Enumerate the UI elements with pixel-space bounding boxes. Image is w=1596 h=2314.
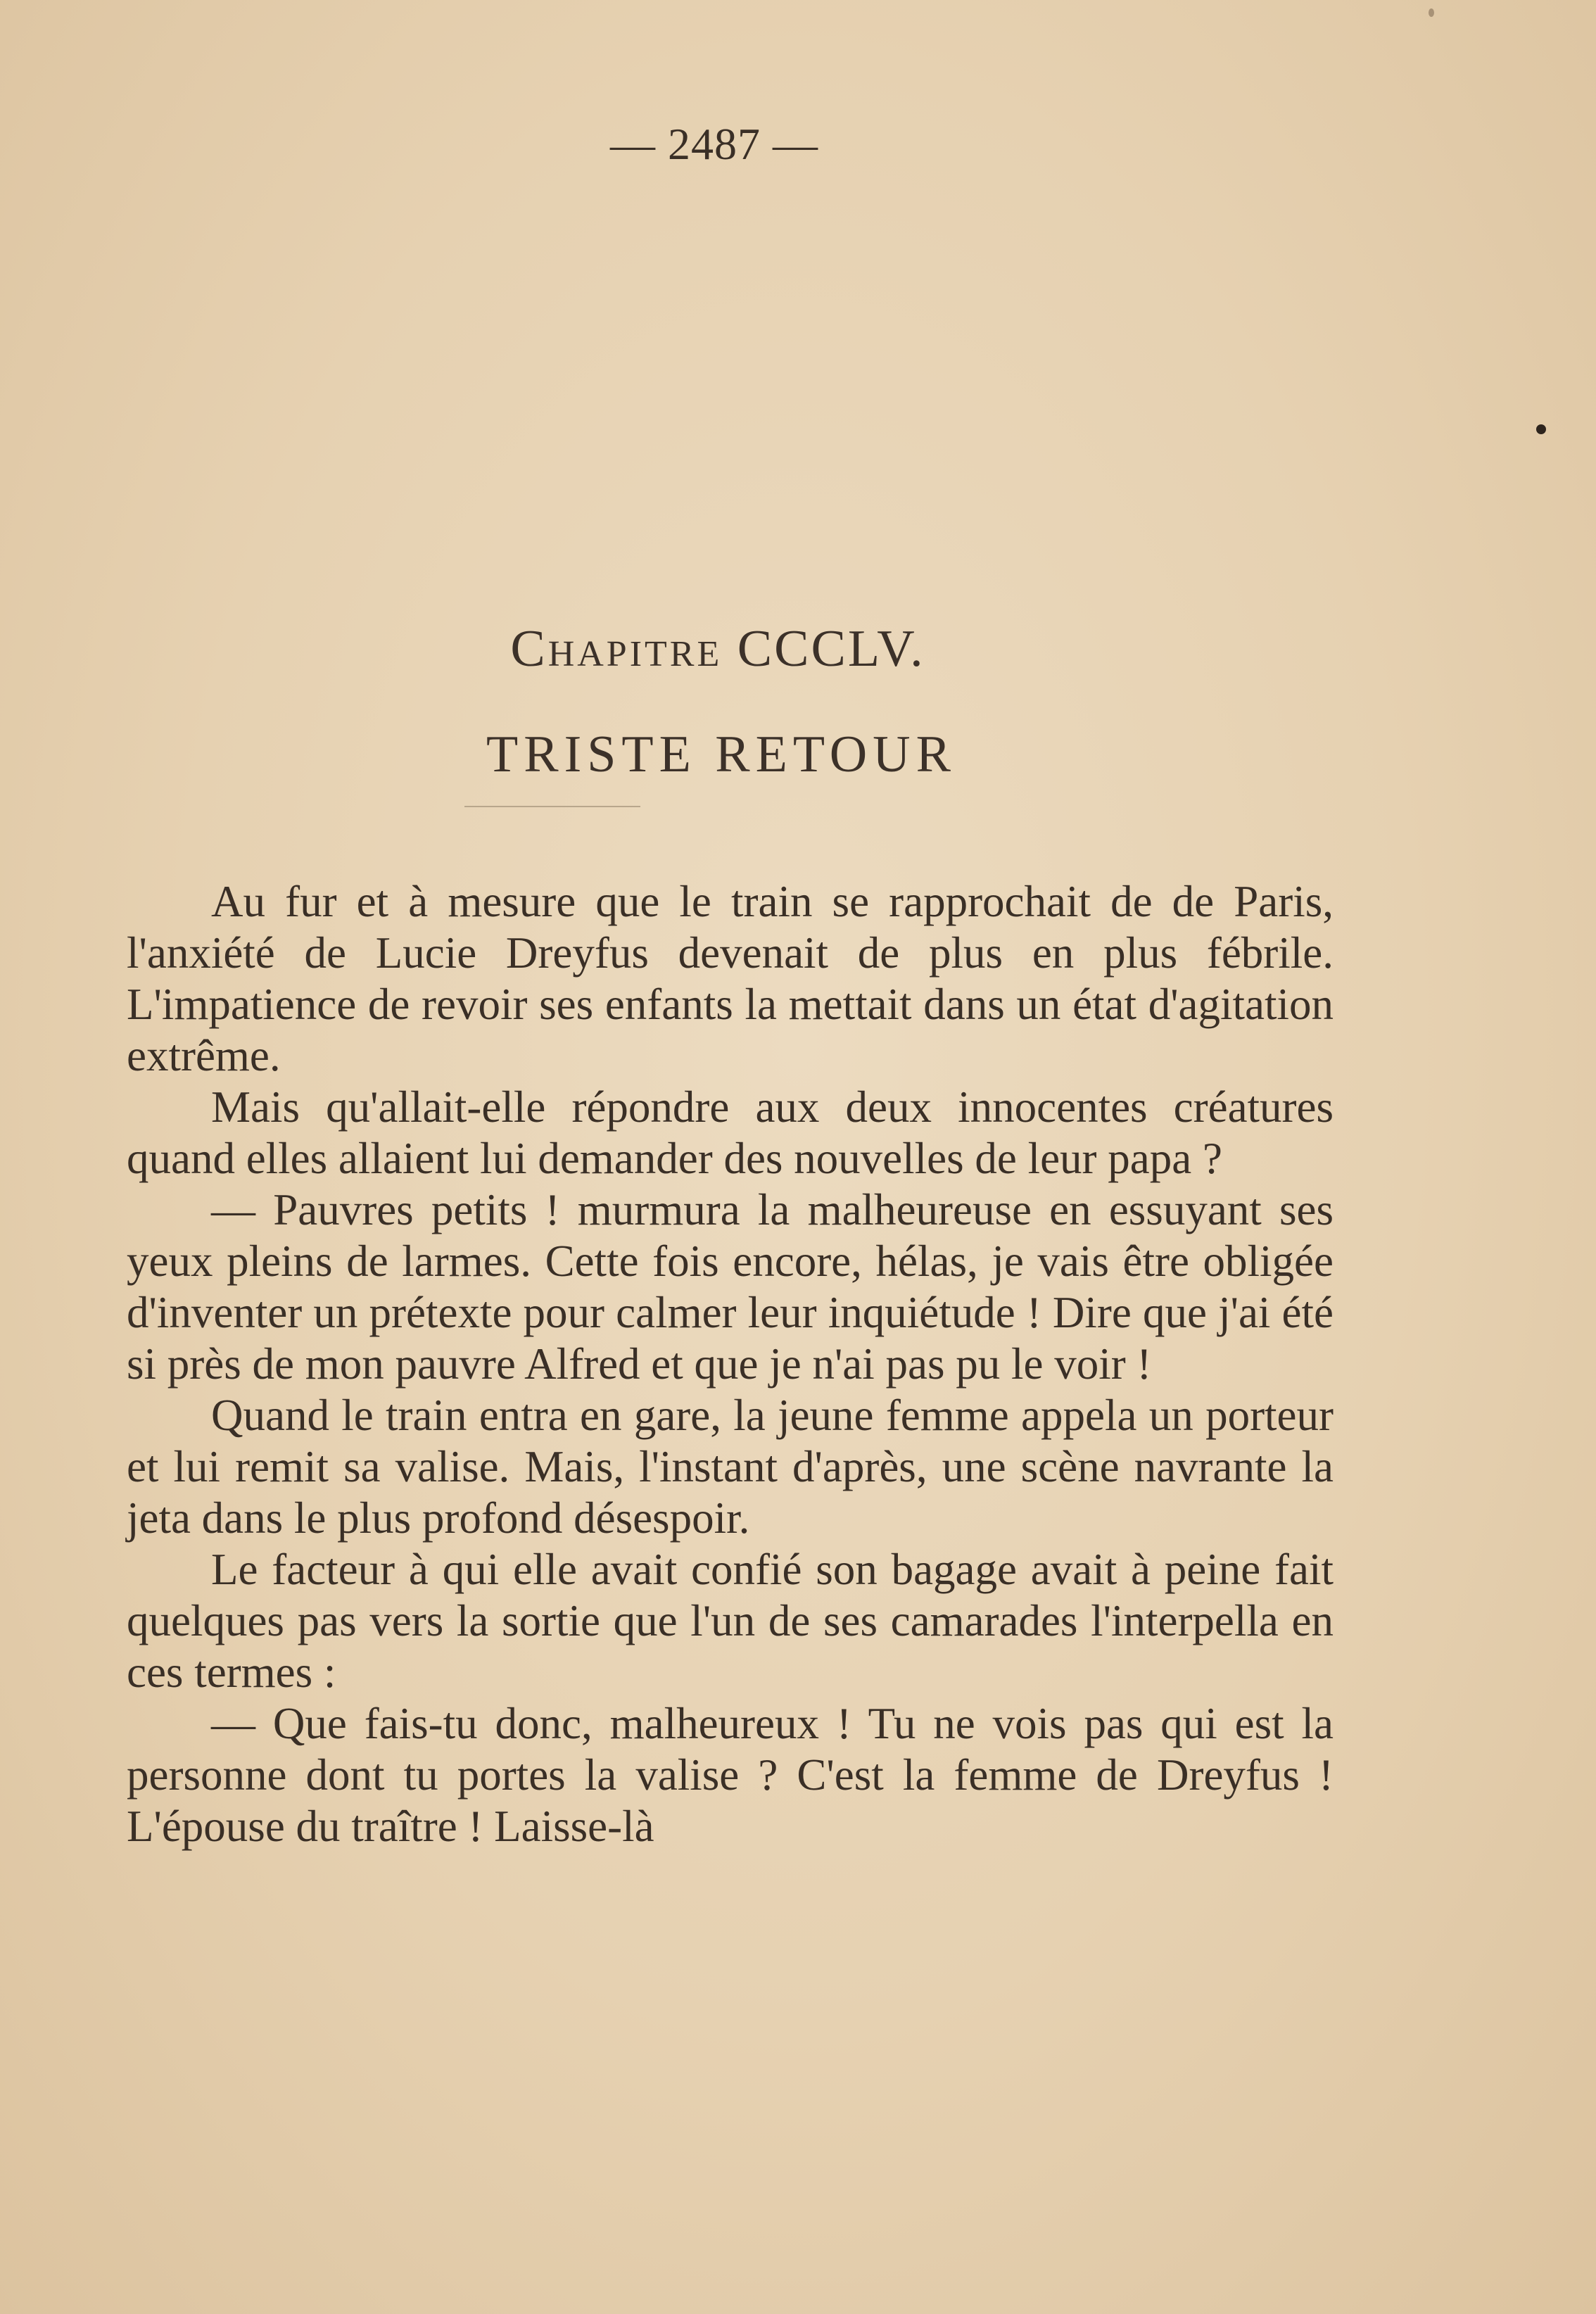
paper-speck (1536, 424, 1546, 434)
chapter-label: Chapitre (510, 620, 723, 678)
title-rule (464, 806, 640, 807)
chapter-title: TRISTE RETOUR (486, 726, 956, 783)
paragraph: Au fur et à mesure que le train se rapprochait de de Paris, l'anxiété de Lucie Dreyfus devenait de plus en plus fébrile. L'impatience de revoir ses enfants la mettait dans un état d'agitation extrême. (127, 877, 1334, 1080)
page-number: — 2487 — (610, 119, 818, 169)
paper-speck (1429, 8, 1434, 17)
chapter-numeral: CCCLV. (737, 620, 925, 678)
paragraph: Le facteur à qui elle avait confié son bagage avait à peine fait quelques pas vers la sortie que l'un de ses camarades l'interpella en ces termes : (127, 1545, 1334, 1697)
paragraph: — Que fais-tu donc, malheureux ! Tu ne vois pas qui est la personne dont tu portes la valise ? C'est la femme de Dreyfus ! L'épouse du traître ! Laisse-là (127, 1699, 1334, 1851)
paragraph: Mais qu'allait-elle répondre aux deux innocentes créatures quand elles allaient lui demander des nouvelles de leur papa ? (127, 1082, 1334, 1183)
paragraph: — Pauvres petits ! murmura la malheureuse en essuyant ses yeux pleins de larmes. Cette fois encore, hélas, je vais être obligée d'inventer un prétexte pour calmer leur inquiétude ! Dire que j'ai été si près de mon pauvre Alfred et que je n'ai pas pu le voir ! (127, 1185, 1334, 1389)
chapter-heading (0, 619, 1436, 679)
body-text (127, 876, 1334, 1852)
paragraph: Quand le train entra en gare, la jeune femme appela un porteur et lui remit sa valise. Mais, l'instant d'après, une scène navrante la jeta dans le plus profond désespoir. (127, 1391, 1334, 1543)
